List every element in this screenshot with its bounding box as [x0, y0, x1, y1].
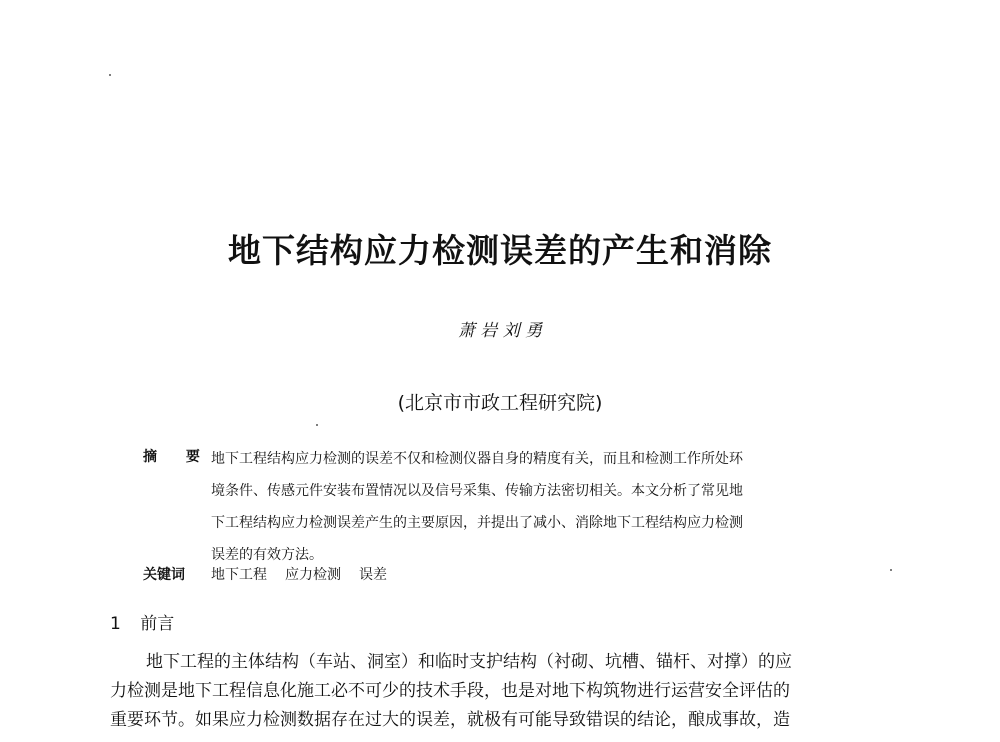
scan-speck [890, 569, 892, 571]
body-line: 地下工程的主体结构（车站、洞室）和临时支护结构（衬砌、坑槽、锚杆、对撑）的应 [146, 652, 792, 672]
keyword: 应力检测 [285, 567, 341, 583]
scan-speck [316, 424, 318, 426]
body-paragraph [110, 648, 910, 735]
abstract-text [211, 443, 871, 571]
paper-affiliation: (北京市市政工程研究院) [397, 392, 603, 414]
body-line: 重要环节。如果应力检测数据存在过大的误差，就极有可能导致错误的结论，酿成事故，造 [110, 710, 790, 730]
abstract-line: 地下工程结构应力检测的误差不仅和检测仪器自身的精度有关，而且和检测工作所处环 [211, 451, 743, 467]
keywords-label: 关键词 [143, 567, 185, 583]
scan-speck [109, 74, 111, 76]
paper-title: 地下结构应力检测误差的产生和消除 [228, 231, 772, 270]
section-title: 前言 [140, 614, 175, 634]
abstract-line: 误差的有效方法。 [211, 547, 323, 563]
abstract-line: 下工程结构应力检测误差产生的主要原因，并提出了减小、消除地下工程结构应力检测 [211, 515, 743, 531]
section-number: 1 [110, 614, 121, 634]
keyword: 地下工程 [211, 567, 267, 583]
keywords-list [211, 564, 387, 584]
section-heading [110, 609, 174, 634]
abstract-label: 摘 要 [143, 449, 212, 465]
body-line: 力检测是地下工程信息化施工必不可少的技术手段，也是对地下构筑物进行运营安全评估的 [110, 681, 790, 701]
keyword: 误差 [359, 567, 387, 583]
paper-authors: 萧 岩 刘 勇 [457, 321, 543, 341]
abstract-line: 境条件、传感元件安装布置情况以及信号采集、传输方法密切相关。本文分析了常见地 [211, 483, 743, 499]
